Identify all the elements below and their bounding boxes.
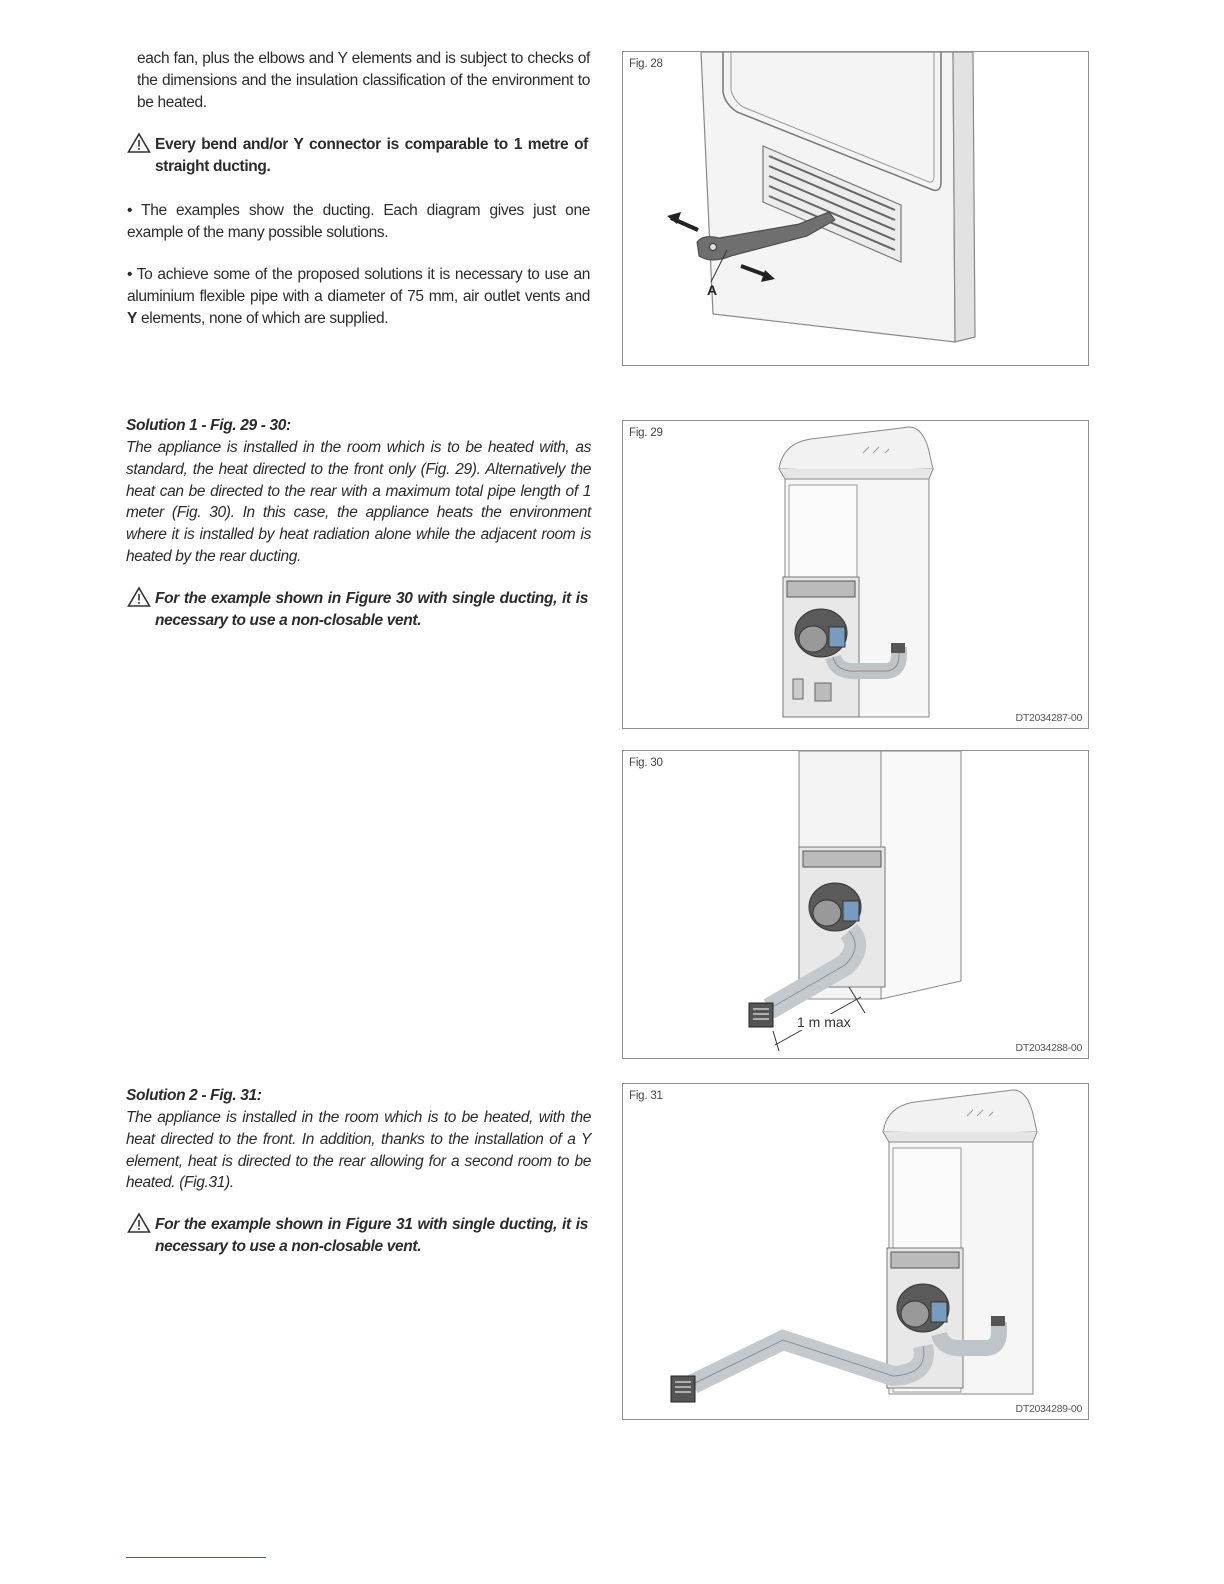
warning-solution1-text: For the example shown in Figure 30 with single ducting, it is necessary to use a non-closable vent.: [155, 590, 588, 629]
bullet-materials: • To achieve some of the proposed solutions it is necessary to use an aluminium flexible pipe with a diameter of 75 mm, air outlet vents and Y elements, none of which are supplied.: [127, 266, 590, 327]
solution2-title: Solution 2 - Fig. 31:: [126, 1087, 262, 1104]
warning-icon: [127, 134, 155, 178]
fig29-stove-illustration: [623, 421, 1088, 728]
fig31-stove-illustration: [623, 1084, 1088, 1419]
fig28-lever-illustration: [623, 52, 1088, 365]
fig30-label: Fig. 30: [629, 757, 663, 769]
fig30-code: DT2034288-00: [1015, 1042, 1082, 1054]
solution1-body: The appliance is installed in the room which is to be heated with, as standard, the heat directed to the front only (Fig. 29). Alternatively the heat can be directed to the rear with a maximum total pipe length of 1 meter (Fig. 30). In this case, the appliance heats the environment where it is installed by heat radiation alone while the adjacent room is heated by the rear ducting.: [126, 439, 591, 565]
figure-31: [622, 1083, 1089, 1420]
footer-rule: [126, 1557, 266, 1558]
warning-icon: [127, 588, 155, 632]
warning-solution2: [127, 1214, 591, 1258]
fig30-stove-illustration: [623, 751, 1088, 1058]
intro-paragraph: each fan, plus the elbows and Y elements and is subject to checks of the dimensions and the insulation classification of the environment to be heated.: [137, 50, 590, 111]
warning-bend: [127, 134, 591, 178]
warning-solution2-text: For the example shown in Figure 31 with single ducting, it is necessary to use a non-closable vent.: [155, 1216, 588, 1255]
solution1-title: Solution 1 - Fig. 29 - 30:: [126, 417, 291, 434]
fig28-label: Fig. 28: [629, 58, 663, 70]
figure-30: [622, 750, 1089, 1059]
fig31-label: Fig. 31: [629, 1090, 663, 1102]
figure-29: [622, 420, 1089, 729]
warning-solution1: [127, 588, 591, 632]
warning-bend-text: Every bend and/or Y connector is comparable to 1 metre of straight ducting.: [155, 136, 588, 175]
fig28-callout-a: A: [707, 282, 718, 298]
fig29-code: DT2034287-00: [1015, 712, 1082, 724]
fig30-dimension-label: 1 m max: [797, 1014, 851, 1030]
bullet-examples: • The examples show the ducting. Each diagram gives just one example of the many possible solutions.: [127, 202, 590, 241]
warning-icon: [127, 1214, 155, 1258]
figure-28: [622, 51, 1089, 366]
solution2-body: The appliance is installed in the room which is to be heated, with the heat directed to the front. In addition, thanks to the installation of a Y element, heat is directed to the rear allowing for a second room to be heated. (Fig.31).: [126, 1109, 591, 1192]
fig31-code: DT2034289-00: [1015, 1403, 1082, 1415]
fig29-label: Fig. 29: [629, 427, 663, 439]
